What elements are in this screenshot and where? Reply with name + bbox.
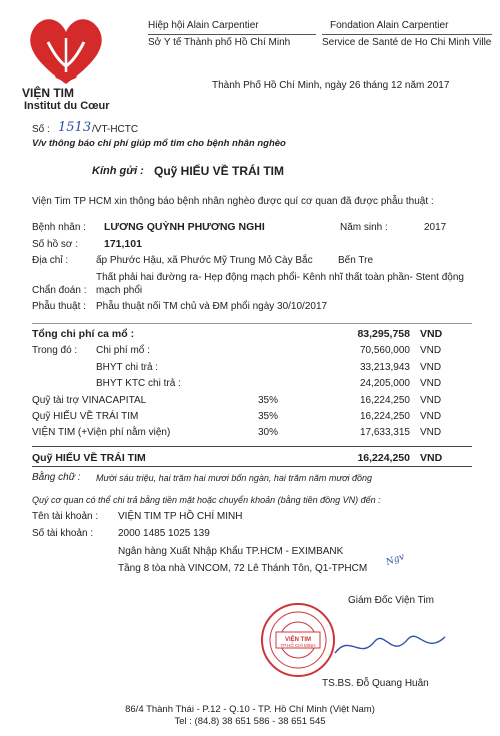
ref-number: 1513 [58,120,92,135]
bank-address: Tầng 8 tòa nhà VINCOM, 72 Lê Thánh Tôn, Q1-TPHCM [118,563,368,574]
signature [330,625,450,665]
cost-row-currency: VND [420,362,442,373]
signature-title: Giám Đốc Viện Tim [348,595,434,606]
logo-title: VIỆN TIM [22,86,75,100]
province: Bến Tre [338,255,374,266]
document-date: Thành Phố Hồ Chí Minh, ngày 26 tháng 12 năm 2017 [212,80,450,91]
svg-text:VIỆN TIM: VIỆN TIM [284,637,312,643]
fund-total-value: 16,224,250 [357,452,410,464]
funding-label: Quỹ HIẾU VỀ TRÁI TIM [32,411,139,422]
funding-value: 17,633,315 [359,427,410,438]
patient-name-label: Bệnh nhân : [32,222,86,233]
intro-text: Viện Tim TP HCM xin thông báo bệnh nhân nghèo được quí cơ quan đã được phẫu thuật : [32,196,434,207]
words-label: Bằng chữ : [32,472,81,483]
total-label: Tổng chi phí ca mổ : [32,328,135,340]
ref-label: Số : [32,124,50,135]
fund-total-label: Quỹ HIẾU VỀ TRÁI TIM [32,452,146,464]
ref-suffix: /VT-HCTC [92,124,139,135]
diagnosis-line-2: mạch phổi [96,285,143,296]
cost-row-label: Chi phí mổ : [96,345,150,356]
svg-text:TP.HỒ CHÍ MINH: TP.HỒ CHÍ MINH [280,643,316,648]
footer-address: 86/4 Thành Thái - P.12 - Q.10 - TP. Hồ Chí Minh (Việt Nam) [125,704,375,715]
fund-total-currency: VND [420,452,443,464]
diagnosis-label: Chẩn đoán : [32,285,87,296]
recipient: Quỹ HIẾU VỀ TRÁI TIM [154,164,285,178]
cost-row-value: 33,213,943 [359,362,410,373]
signatory-name: TS.BS. Đỗ Quang Huân [322,678,429,689]
funding-currency: VND [420,395,442,406]
funding-currency: VND [420,411,442,422]
cost-row-label: BHYT chi trả : [96,362,159,373]
cost-row-value: 70,560,000 [359,345,410,356]
funding-currency: VND [420,427,442,438]
funding-value: 16,224,250 [359,411,410,422]
org-left-1: Hiệp hội Alain Carpentier [148,20,259,31]
account-no-label: Số tài khoản : [32,528,94,539]
cost-row-currency: VND [420,345,442,356]
record-label: Số hồ sơ : [32,239,79,250]
total-currency: VND [420,328,443,340]
cost-row-label: BHYT KTC chi trả : [96,378,181,389]
org-right-2: Service de Santé de Ho Chi Minh Ville [322,37,492,48]
address: ấp Phước Hậu, xã Phước Mỹ Trung Mỏ Cày Bắc [96,255,313,266]
payment-intro: Quý cơ quan có thể chi trả bằng tiền mặt hoặc chuyển khoản (bằng tiền đồng VN) đến : [32,495,381,505]
surgery: Phẫu thuật nối TM chủ và ĐM phổi ngày 30/10/2017 [96,301,328,312]
cost-row-value: 24,205,000 [359,378,410,389]
funding-label: VIỆN TIM (+Viện phí nằm viện) [32,427,171,438]
funding-pct: 35% [258,395,279,406]
org-left-2: Sở Y tế Thành phố Hồ Chí Minh [148,37,291,48]
record-number: 171,101 [104,238,142,250]
account-name: VIỆN TIM TP HỒ CHÍ MINH [118,511,243,522]
address-label: Địa chỉ : [32,255,69,266]
surgery-label: Phẫu thuật : [32,301,86,312]
funding-pct: 35% [258,411,279,422]
total-value: 83,295,758 [357,328,410,340]
account-name-label: Tên tài khoản : [32,511,99,522]
bank-name: Ngân hàng Xuất Nhập Khẩu TP.HCM - EXIMBANK [118,546,344,557]
footer-phone: Tel : (84.8) 38 651 586 - 38 651 545 [174,716,326,727]
birth-year: 2017 [424,222,447,233]
logo-subtitle: Institut du Cœur [24,100,110,112]
breakdown-label: Trong đó : [32,345,78,356]
handwritten-initials: Ngv [384,552,406,568]
cost-row-currency: VND [420,378,442,389]
official-stamp [258,600,338,680]
greeting-label: Kính gửi : [92,165,144,177]
account-number: 2000 1485 1025 139 [118,528,210,539]
funding-pct: 30% [258,427,279,438]
birth-label: Năm sinh : [340,222,388,233]
funding-value: 16,224,250 [359,395,410,406]
funding-label: Quỹ tài trợ VINACAPITAL [32,395,147,406]
org-right-1: Fondation Alain Carpentier [330,20,449,31]
words: Mười sáu triệu, hai trăm hai mươi bốn ngàn, hai trăm năm mươi đồng [96,473,373,483]
patient-name: LƯƠNG QUỲNH PHƯƠNG NGHI [104,221,265,233]
subject-line: V/v thông báo chi phí giúp mổ tim cho bệnh nhân nghèo [32,138,286,149]
diagnosis-line-1: Thất phải hai đường ra- Hẹp động mạch phổi- Kênh nhĩ thất toàn phần- Stent động [96,272,464,283]
